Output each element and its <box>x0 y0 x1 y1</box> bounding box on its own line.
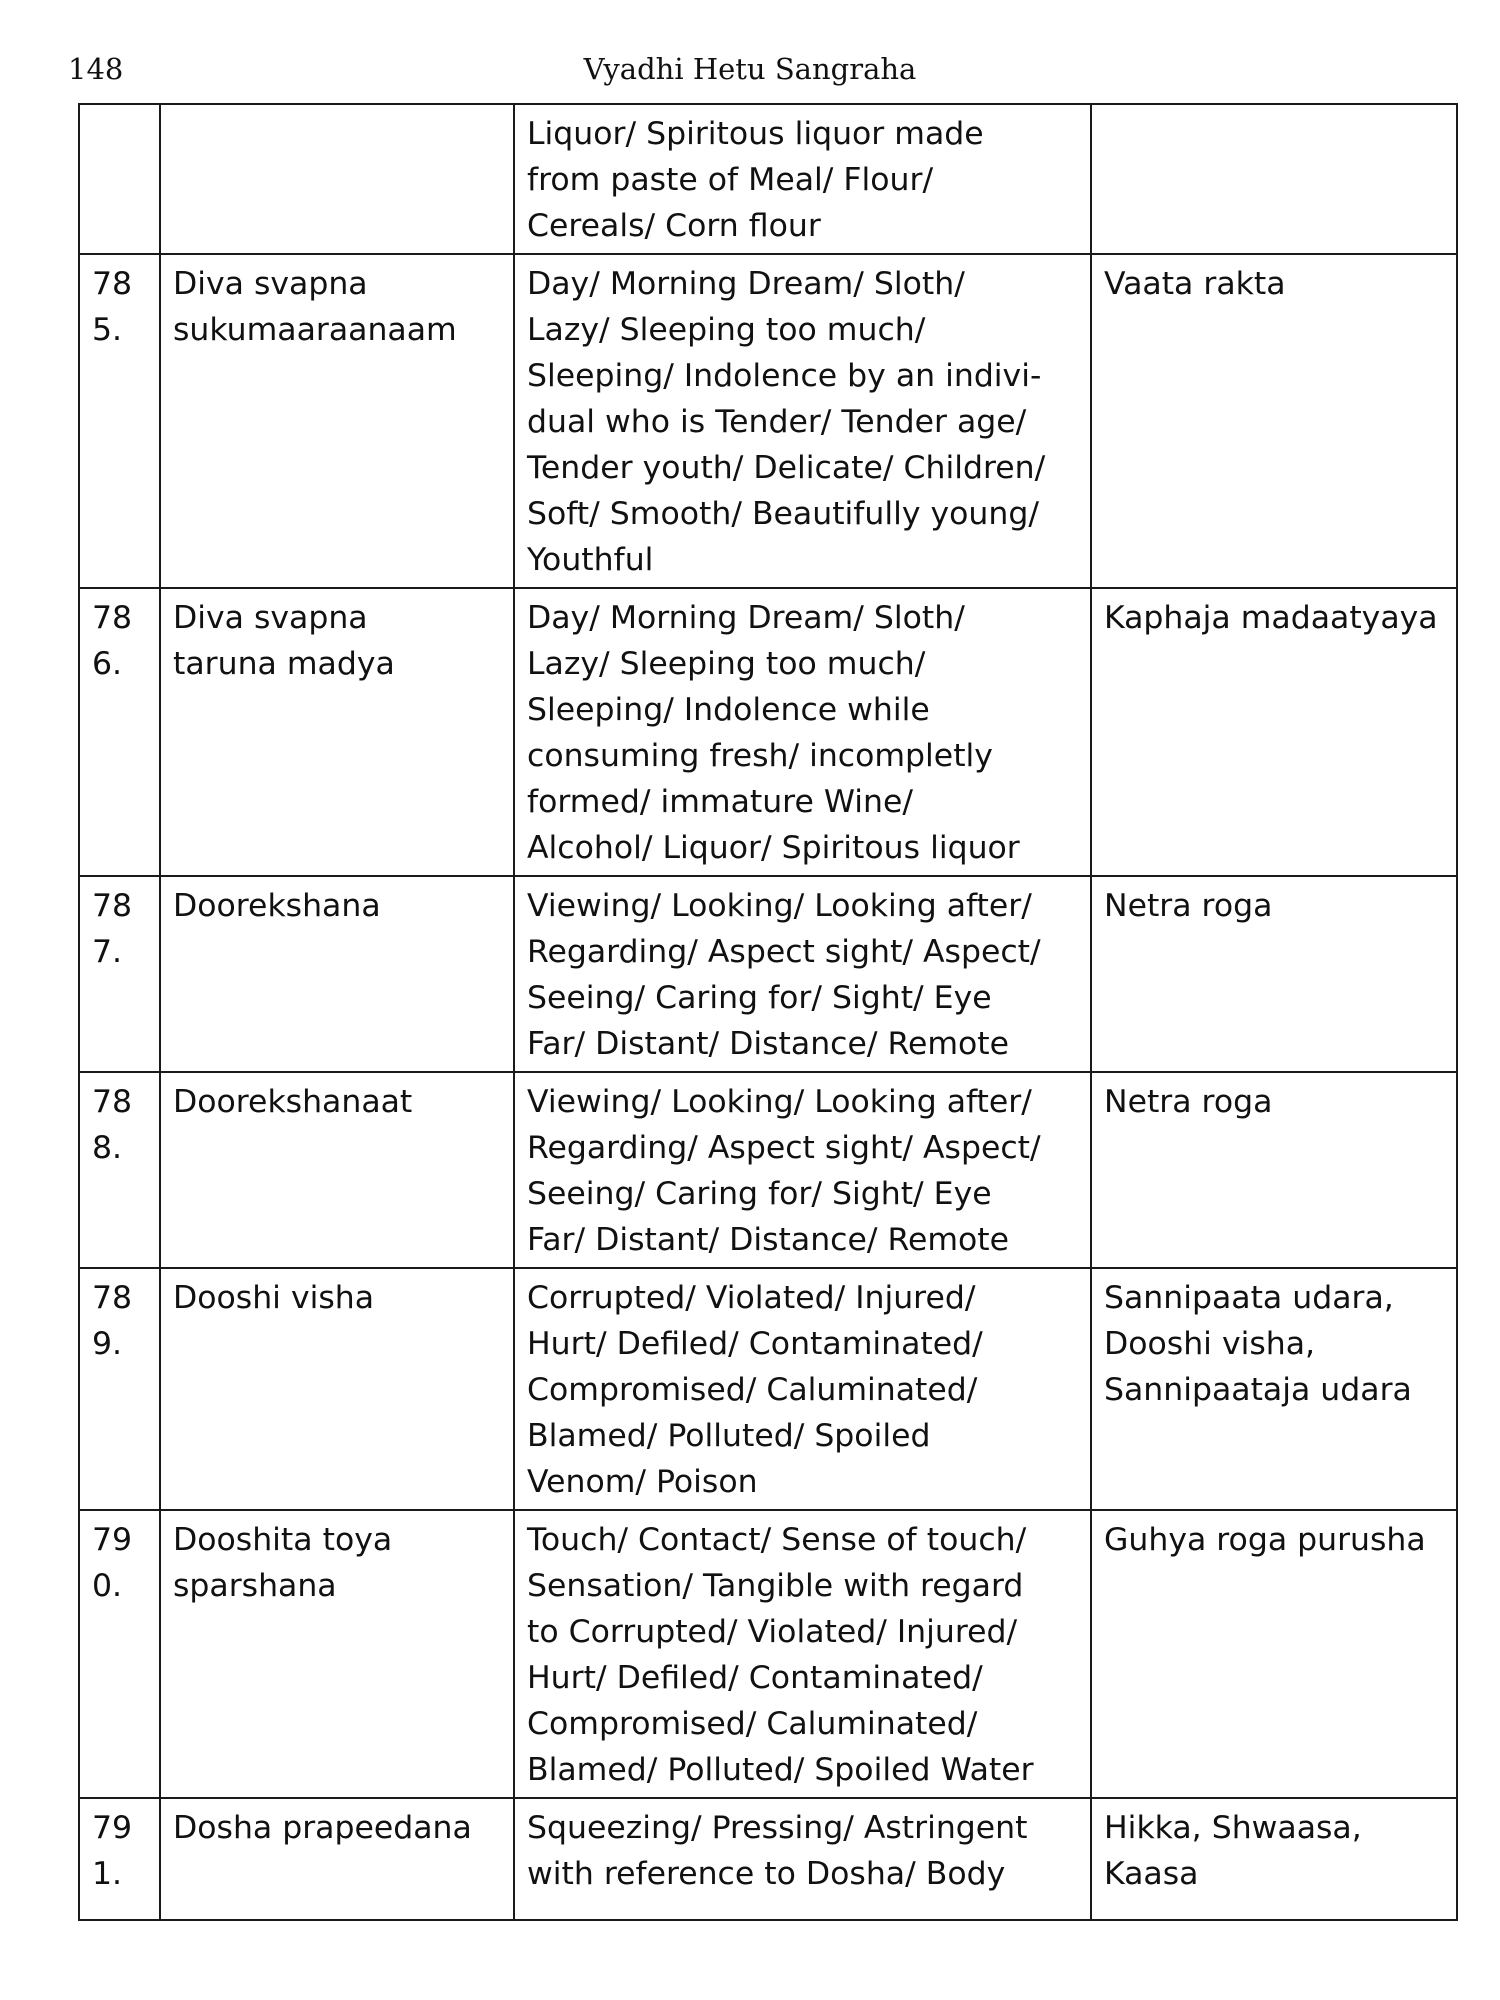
hetu-term-cell <box>160 1510 514 1798</box>
hetu-table <box>78 103 1458 1921</box>
disease-name-line: Vaata rakta <box>1104 266 1286 302</box>
hetu-meaning-line: Sleeping/ Indolence by an indivi- <box>527 358 1042 394</box>
hetu-meaning-line: Blamed/ Polluted/ Spoiled Water <box>527 1752 1034 1788</box>
hetu-meaning-line: Seeing/ Caring for/ Sight/ Eye <box>527 1176 992 1212</box>
hetu-meaning-line: Compromised/ Caluminated/ <box>527 1706 978 1742</box>
hetu-meaning-cell <box>514 1072 1091 1268</box>
page-number: 148 <box>68 52 124 86</box>
hetu-meaning-line: Sensation/ Tangible with regard <box>527 1568 1024 1604</box>
hetu-meaning-line: Cereals/ Corn flour <box>527 208 821 244</box>
hetu-meaning-line: consuming fresh/ incompletly <box>527 738 993 774</box>
hetu-meaning-line: with reference to Dosha/ Body <box>527 1856 1006 1892</box>
entry-number <box>79 104 160 254</box>
hetu-meaning-line: Blamed/ Polluted/ Spoiled <box>527 1418 931 1454</box>
table-row <box>79 254 1457 588</box>
hetu-meaning-line: Far/ Distant/ Distance/ Remote <box>527 1026 1010 1062</box>
hetu-term-cell <box>160 104 514 254</box>
disease-name-line: Guhya roga purusha <box>1104 1522 1426 1558</box>
hetu-meaning-cell <box>514 254 1091 588</box>
table-row <box>79 1268 1457 1510</box>
entry-number: 791. <box>79 1798 160 1920</box>
hetu-term-cell <box>160 1268 514 1510</box>
disease-name-line: Sannipaataja udara <box>1104 1372 1412 1408</box>
hetu-meaning-line: Squeezing/ Pressing/ Astringent <box>527 1810 1028 1846</box>
hetu-meaning-line: Venom/ Poison <box>527 1464 758 1500</box>
hetu-meaning-line: from paste of Meal/ Flour/ <box>527 162 934 198</box>
table-row <box>79 1072 1457 1268</box>
disease-name-line: Kaphaja madaatyaya <box>1104 600 1438 636</box>
hetu-meaning-line: Day/ Morning Dream/ Sloth/ <box>527 266 965 302</box>
hetu-meaning-line: Regarding/ Aspect sight/ Aspect/ <box>527 934 1041 970</box>
disease-name-line: Kaasa <box>1104 1856 1199 1892</box>
hetu-meaning-cell <box>514 876 1091 1072</box>
hetu-meaning-line: Lazy/ Sleeping too much/ <box>527 312 926 348</box>
hetu-meaning-line: Compromised/ Caluminated/ <box>527 1372 978 1408</box>
hetu-meaning-cell <box>514 104 1091 254</box>
hetu-term-line: Doorekshanaat <box>173 1084 413 1120</box>
hetu-meaning-line: Far/ Distant/ Distance/ Remote <box>527 1222 1010 1258</box>
disease-name-cell <box>1091 104 1457 254</box>
hetu-term-cell <box>160 588 514 876</box>
entry-number: 789. <box>79 1268 160 1510</box>
hetu-meaning-cell <box>514 1798 1091 1920</box>
disease-name-line: Sannipaata udara, <box>1104 1280 1394 1316</box>
hetu-meaning-line: Day/ Morning Dream/ Sloth/ <box>527 600 965 636</box>
hetu-term-line: Diva svapna <box>173 266 368 302</box>
hetu-meaning-line: Hurt/ Defiled/ Contaminated/ <box>527 1660 983 1696</box>
hetu-meaning-cell <box>514 1268 1091 1510</box>
hetu-term-line: sukumaaraanaam <box>173 312 457 348</box>
hetu-term-cell <box>160 254 514 588</box>
hetu-meaning-line: Tender youth/ Delicate/ Children/ <box>527 450 1046 486</box>
hetu-meaning-line: Viewing/ Looking/ Looking after/ <box>527 1084 1032 1120</box>
entry-number: 788. <box>79 1072 160 1268</box>
hetu-term-line: Dosha prapeedana <box>173 1810 472 1846</box>
table-row <box>79 1510 1457 1798</box>
table-body <box>79 104 1457 1920</box>
hetu-meaning-line: Corrupted/ Violated/ Injured/ <box>527 1280 976 1316</box>
disease-name-cell <box>1091 1510 1457 1798</box>
hetu-meaning-line: Youthful <box>527 542 654 578</box>
disease-name-cell <box>1091 588 1457 876</box>
hetu-meaning-line: dual who is Tender/ Tender age/ <box>527 404 1027 440</box>
hetu-meaning-line: formed/ immature Wine/ <box>527 784 913 820</box>
hetu-term-cell <box>160 1072 514 1268</box>
hetu-term-line: Doorekshana <box>173 888 381 924</box>
entry-number: 787. <box>79 876 160 1072</box>
hetu-term-line: sparshana <box>173 1568 337 1604</box>
running-title: Vyadhi Hetu Sangraha <box>583 52 917 86</box>
table-row <box>79 588 1457 876</box>
disease-name-cell <box>1091 1072 1457 1268</box>
hetu-meaning-line: Regarding/ Aspect sight/ Aspect/ <box>527 1130 1041 1166</box>
hetu-meaning-line: Alcohol/ Liquor/ Spiritous liquor <box>527 830 1020 866</box>
hetu-meaning-line: Lazy/ Sleeping too much/ <box>527 646 926 682</box>
hetu-meaning-line: Soft/ Smooth/ Beautifully young/ <box>527 496 1039 532</box>
hetu-meaning-line: Touch/ Contact/ Sense of touch/ <box>527 1522 1027 1558</box>
disease-name-line: Netra roga <box>1104 1084 1273 1120</box>
hetu-meaning-line: to Corrupted/ Violated/ Injured/ <box>527 1614 1018 1650</box>
disease-name-cell <box>1091 876 1457 1072</box>
disease-name-line: Hikka, Shwaasa, <box>1104 1810 1362 1846</box>
table-row <box>79 104 1457 254</box>
entry-number: 786. <box>79 588 160 876</box>
disease-name-line: Netra roga <box>1104 888 1273 924</box>
hetu-meaning-line: Liquor/ Spiritous liquor made <box>527 116 984 152</box>
disease-name-line: Dooshi visha, <box>1104 1326 1316 1362</box>
entry-number: 790. <box>79 1510 160 1798</box>
hetu-meaning-line: Viewing/ Looking/ Looking after/ <box>527 888 1032 924</box>
disease-name-cell <box>1091 254 1457 588</box>
entry-number: 785. <box>79 254 160 588</box>
hetu-meaning-line: Hurt/ Defiled/ Contaminated/ <box>527 1326 983 1362</box>
hetu-term-line: Diva svapna <box>173 600 368 636</box>
hetu-term-line: taruna madya <box>173 646 395 682</box>
disease-name-cell <box>1091 1268 1457 1510</box>
hetu-meaning-line: Seeing/ Caring for/ Sight/ Eye <box>527 980 992 1016</box>
hetu-term-line: Dooshi visha <box>173 1280 375 1316</box>
table-row <box>79 876 1457 1072</box>
hetu-meaning-cell <box>514 588 1091 876</box>
hetu-term-cell <box>160 876 514 1072</box>
hetu-meaning-line: Sleeping/ Indolence while <box>527 692 930 728</box>
page-header <box>0 48 1500 92</box>
hetu-meaning-cell <box>514 1510 1091 1798</box>
hetu-term-cell <box>160 1798 514 1920</box>
disease-name-cell <box>1091 1798 1457 1920</box>
table-row <box>79 1798 1457 1920</box>
hetu-term-line: Dooshita toya <box>173 1522 393 1558</box>
